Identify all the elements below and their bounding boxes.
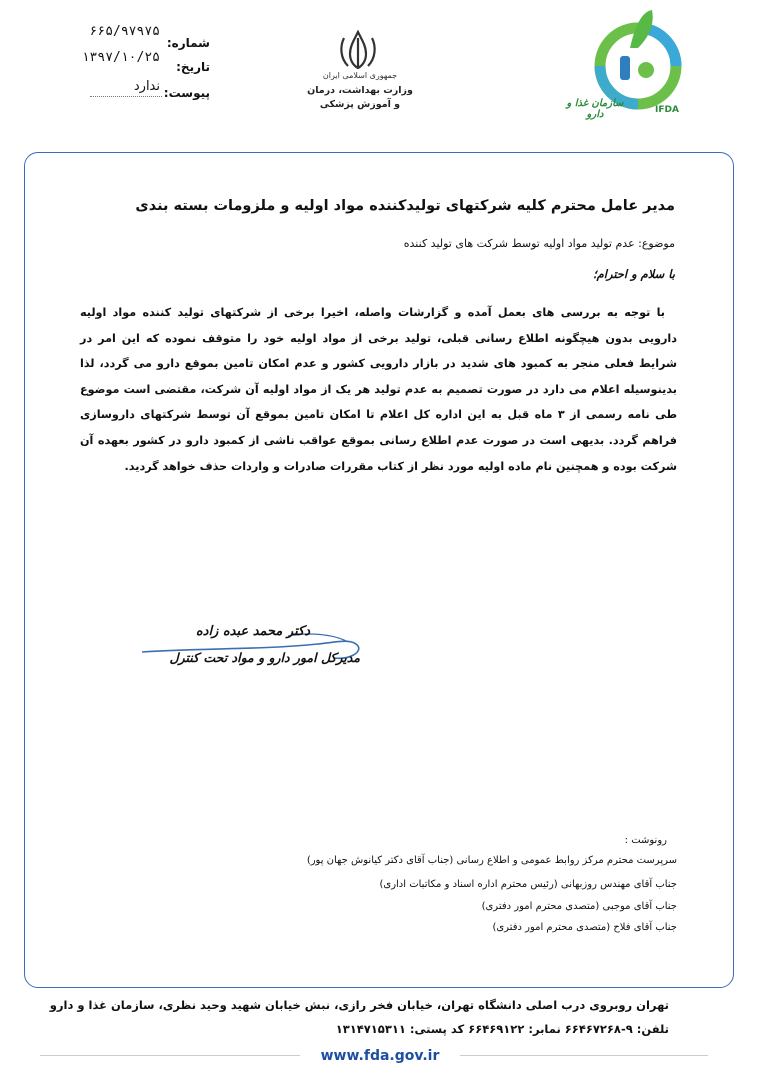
website-link[interactable]: www.fda.gov.ir xyxy=(300,1048,460,1064)
attachment-dots xyxy=(90,95,162,97)
date-label: تاریخ: xyxy=(176,60,210,74)
iran-emblem-icon xyxy=(334,28,382,70)
number-label: شماره: xyxy=(166,36,210,50)
attachment-label: پیوست: xyxy=(163,86,210,100)
ministry-line-1: وزارت بهداشت، درمان xyxy=(307,85,413,96)
attachment-value: ندارد xyxy=(133,79,160,94)
letter-body xyxy=(80,300,677,479)
ministry-line-2: و آموزش پزشکی xyxy=(319,99,401,110)
cc-item: جناب آقای فلاح (متصدی محترم امور دفتری) xyxy=(492,922,677,933)
signer-name: دکتر محمد عبده زاده xyxy=(195,624,310,639)
number-value: ۶۶۵/۹۷۹۷۵ xyxy=(89,24,160,39)
subject-line: موضوع: عدم تولید مواد اولیه توسط شرکت های تولید کننده xyxy=(403,237,675,250)
date-value: ۱۳۹۷/۱۰/۲۵ xyxy=(81,50,160,65)
cc-item: سرپرست محترم مرکز روابط عمومی و اطلاع رسانی (جناب آقای دکتر کیانوش جهان پور) xyxy=(306,855,677,866)
cc-label: رونوشت : xyxy=(624,835,667,846)
republic-label: جمهوری اسلامی ایران xyxy=(322,71,398,80)
fda-logo-abbr: IFDA xyxy=(655,105,679,115)
cc-item: جناب آقای موجبی (متصدی محترم امور دفتری) xyxy=(481,901,677,912)
fda-logo-text: سازمان غذا و دارو xyxy=(566,98,624,120)
signer-title: مدیرکل امور دارو و مواد تحت کنترل xyxy=(169,650,360,665)
addressee: مدیر عامل محترم کلیه شرکتهای تولیدکننده مواد اولیه و ملزومات بسته بندی xyxy=(135,198,675,214)
cc-item: جناب آقای مهندس روزبهانی (رئیس محترم اداره اسناد و مکاتبات اداری) xyxy=(379,879,677,890)
body-paragraph: با توجه به بررسی های بعمل آمده و گزارشات واصله، اخیرا برخی از شرکتهای تولید کننده مواد اولیه دارویی بدون هیچگونه اطلاع رسانی قبلی، تولید برخی از مواد اولیه خود را متوقف نموده که این امر در شرایط فعلی منجر به کمبود های شدید در بازار دارویی کشور و عدم امکان تامین بموقع دارو می گردد، لذا بدینوسیله اعلام می دارد در صورت تصمیم به عدم تولید هر یک از مواد اولیه آن شرکت، مقتضی است موضوع طی نامه رسمی از ۳ ماه قبل به این اداره کل اعلام تا امکان تامین بموقع آن توسط شرکتهای داروسازی فراهم گردد. بدیهی است در صورت عدم اطلاع رسانی بموقع عواقب ناشی از کمبود دارو در کشور بعهده آن شرکت بوده و همچنین نام ماده اولیه مورد نظر از کتاب مقررات صادرات و واردات حذف خواهد گردید. xyxy=(80,306,678,473)
footer-address: تهران روبروی درب اصلی دانشگاه تهران، خیابان فخر رازی، نبش خیابان شهید وحید نظری، سازمان غذا و دارو xyxy=(49,998,669,1012)
footer-contact: تلفن: ۹-۶۶۴۶۷۲۶۸ نمابر: ۶۶۴۶۹۱۲۲ کد پستی: ۱۳۱۴۷۱۵۳۱۱ xyxy=(335,1022,669,1036)
greeting: با سلام و احترام؛ xyxy=(593,267,675,281)
